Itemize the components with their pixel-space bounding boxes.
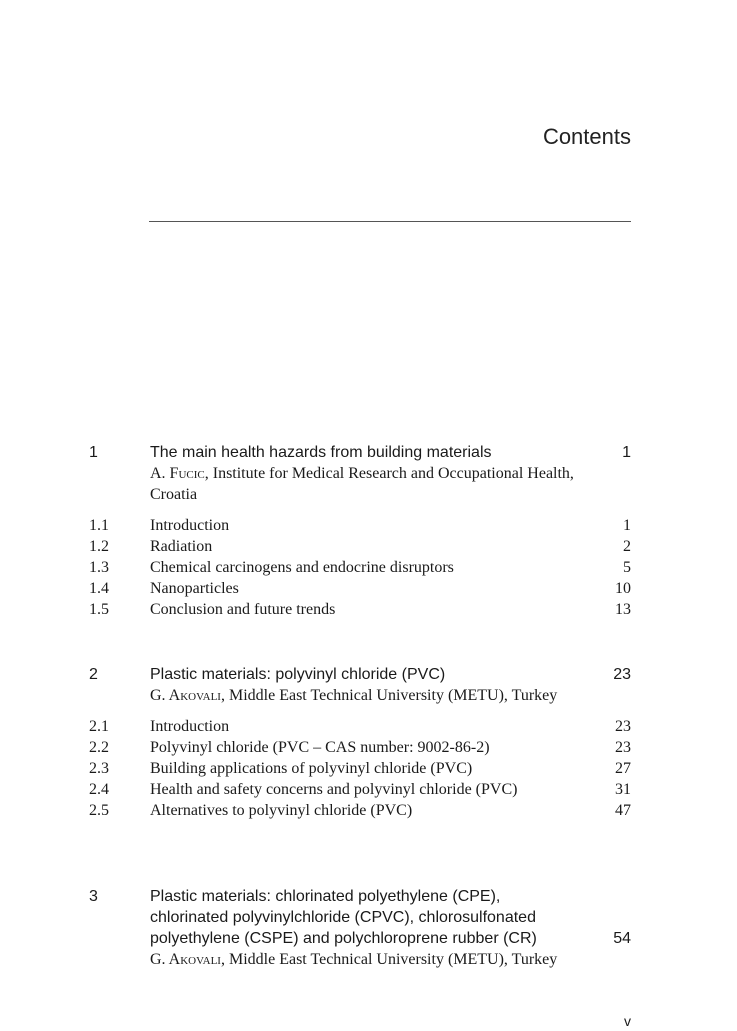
section-number: 2.3 [89, 760, 109, 777]
chapter-1 [0, 442, 737, 620]
section-row[interactable] [0, 557, 737, 578]
chapter-2 [0, 664, 737, 821]
chapter-number: 1 [89, 444, 98, 461]
section-title: Radiation [150, 538, 213, 555]
section-number: 1.4 [89, 580, 109, 597]
chapter-page: 23 [613, 666, 631, 683]
section-number: 2.4 [89, 781, 109, 798]
section-number: 2.5 [89, 802, 109, 819]
section-number: 2.2 [89, 739, 109, 756]
author-affiliation: Middle East Technical University (METU), Turkey [228, 687, 558, 704]
section-number: 1.5 [89, 601, 109, 618]
chapter-title-line: The main health hazards from building materials [150, 444, 492, 461]
chapter-number: 3 [89, 888, 98, 905]
author-name: G. Akovali, [150, 687, 225, 704]
section-page: 13 [615, 601, 631, 618]
title-rule [149, 221, 631, 222]
section-page: 47 [615, 802, 631, 819]
section-row[interactable] [0, 737, 737, 758]
section-title: Building applications of polyvinyl chloride (PVC) [150, 760, 473, 777]
section-title: Introduction [150, 718, 230, 735]
chapter-author [150, 949, 570, 970]
section-list [0, 716, 737, 821]
section-page: 23 [615, 718, 631, 735]
section-number: 2.1 [89, 718, 109, 735]
chapter-title-line: polyethylene (CSPE) and polychloroprene rubber (CR) [150, 930, 537, 947]
chapter-title [150, 442, 590, 463]
section-row[interactable] [0, 779, 737, 800]
section-number: 1.1 [89, 517, 109, 534]
author-affiliation: Institute for Medical Research and Occupational Health, Croatia [150, 465, 574, 503]
chapter-title-line: Plastic materials: chlorinated polyethylene (CPE), [150, 888, 501, 905]
section-page: 23 [615, 739, 631, 756]
section-title: Health and safety concerns and polyvinyl chloride (PVC) [150, 781, 518, 798]
section-number: 1.3 [89, 559, 109, 576]
section-title: Chemical carcinogens and endocrine disruptors [150, 559, 454, 576]
chapter-number: 2 [89, 666, 98, 683]
section-row[interactable] [0, 800, 737, 821]
section-title: Nanoparticles [150, 580, 239, 597]
section-number: 1.2 [89, 538, 109, 555]
section-title: Polyvinyl chloride (PVC – CAS number: 9002-86-2) [150, 739, 490, 756]
chapter-title-line: Plastic materials: polyvinyl chloride (PVC) [150, 666, 446, 683]
chapter-heading[interactable] [0, 664, 737, 685]
section-row[interactable] [0, 599, 737, 620]
chapter-author [150, 463, 590, 505]
section-page: 2 [623, 538, 631, 555]
section-title: Conclusion and future trends [150, 601, 336, 618]
section-page: 27 [615, 760, 631, 777]
section-row[interactable] [0, 758, 737, 779]
chapter-title-line: chlorinated polyvinylchloride (CPVC), chlorosulfonated [150, 909, 536, 926]
section-row[interactable] [0, 536, 737, 557]
author-name: G. Akovali, [150, 951, 225, 968]
page-title: Contents [542, 124, 631, 149]
section-page: 1 [623, 517, 631, 534]
chapter-heading[interactable] [0, 442, 737, 463]
section-row[interactable] [0, 578, 737, 599]
chapter-page: 54 [613, 930, 631, 947]
chapter-author [150, 685, 570, 706]
chapter-title [150, 886, 590, 949]
section-row[interactable] [0, 716, 737, 737]
page-number: v [624, 1013, 631, 1029]
chapter-heading[interactable] [0, 886, 737, 949]
author-name: A. Fucic, [150, 465, 209, 482]
author-affiliation: Middle East Technical University (METU), Turkey [228, 951, 558, 968]
section-title: Alternatives to polyvinyl chloride (PVC) [150, 802, 413, 819]
section-title: Introduction [150, 517, 230, 534]
chapter-page: 1 [622, 444, 631, 461]
chapter-title [150, 664, 590, 685]
section-row[interactable] [0, 515, 737, 536]
section-page: 31 [615, 781, 631, 798]
section-list [0, 515, 737, 620]
section-page: 5 [623, 559, 631, 576]
section-page: 10 [615, 580, 631, 597]
chapter-3 [0, 886, 737, 970]
